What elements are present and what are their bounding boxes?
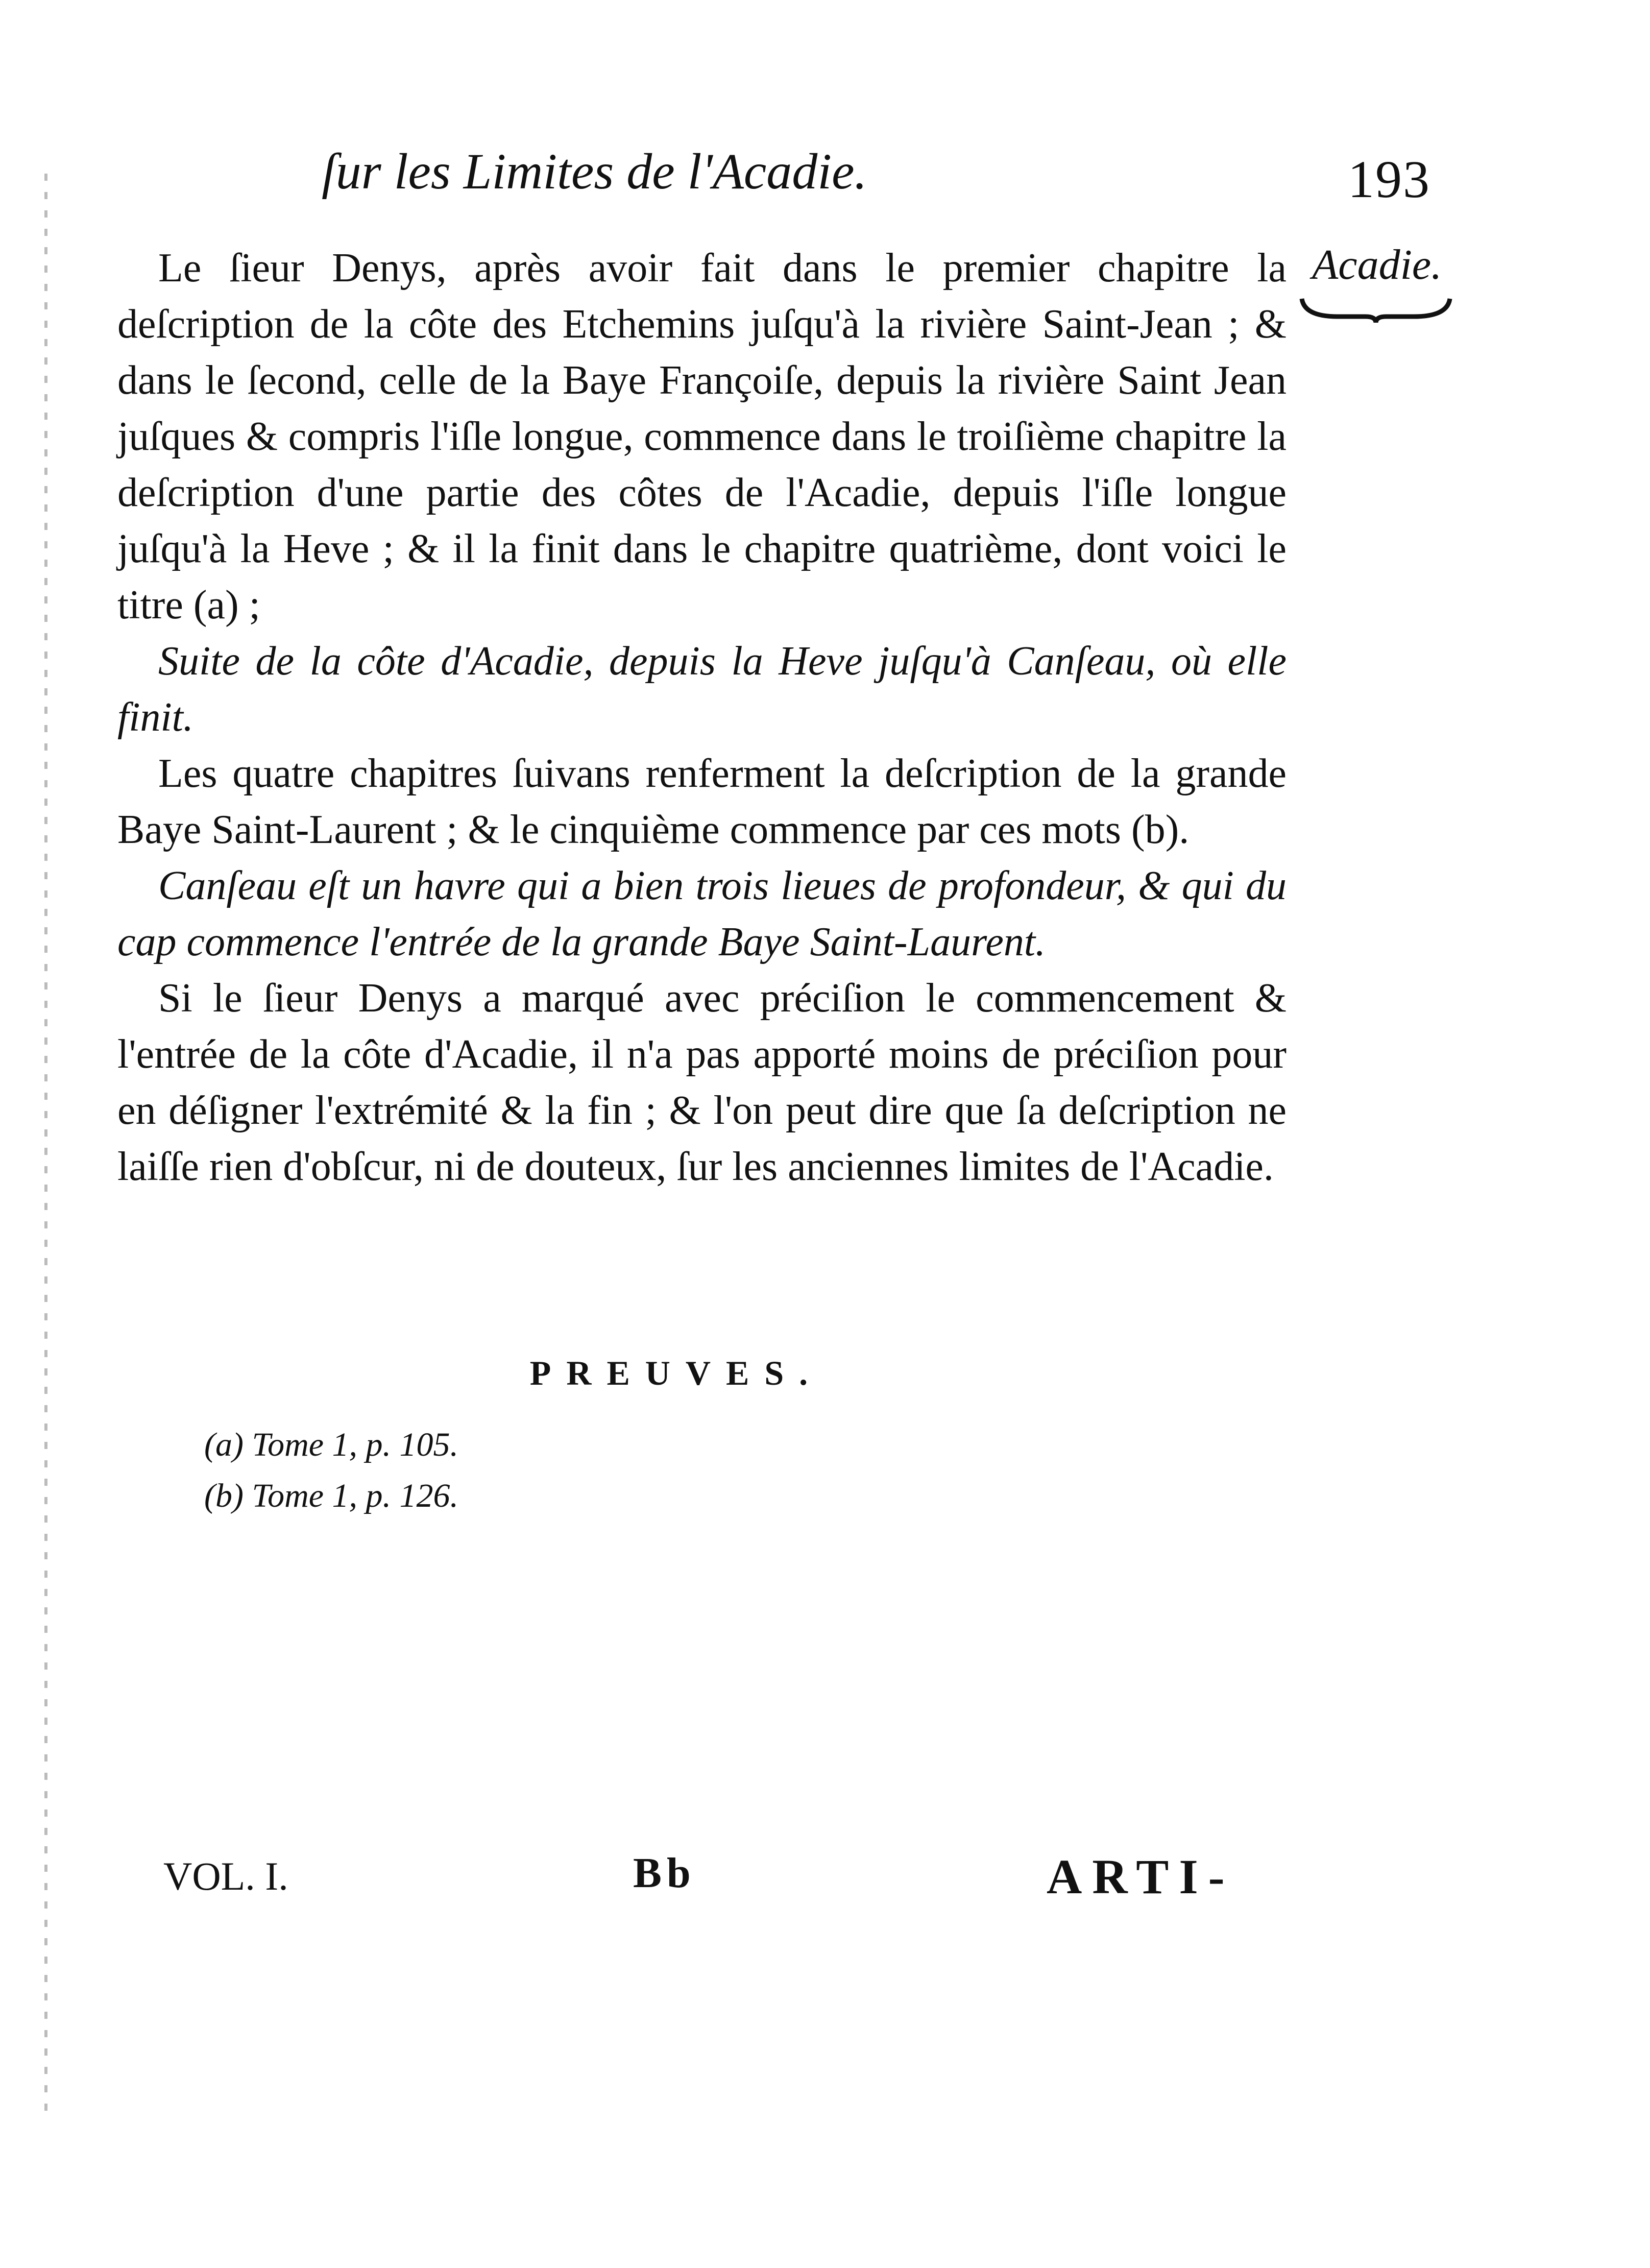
footer-volume: VOL. I. <box>163 1854 288 1898</box>
paragraph-4-quote: Canſeau eſt un havre qui a bien trois lieues de profondeur, & qui du cap commence l'entrée de la grande Baye Saint-Laurent. <box>117 863 1287 964</box>
reference-a: (a) Tome 1, p. 105. <box>204 1426 459 1463</box>
proofs-references <box>204 1419 458 1522</box>
paragraph-1: Le ſieur Denys, après avoir fait dans le premier chapitre la deſcription de la côte des Etchemins juſqu'à la rivière Saint-Jean ; & dans le ſecond, celle de la Baye Françoiſe, depuis la rivière Saint Jean juſques & compris l'iſle longue, commence dans le troiſième chapitre la deſcription d'une partie des côtes de l'Acadie, depuis l'iſle longue juſqu'à la Heve ; & il la finit dans le chapitre quatrième, dont voici le titre (a) ; <box>117 246 1287 628</box>
margin-note: Acadie. <box>1312 241 1442 288</box>
page-number: 193 <box>1348 150 1430 209</box>
paragraph-2-quote: Suite de la côte d'Acadie, depuis la Heve juſqu'à Canſeau, où elle finit. <box>117 639 1287 740</box>
footer-catchword: ARTI- <box>1047 1849 1235 1904</box>
paragraph-3: Les quatre chapitres ſuivans renferment la deſcription de la grande Baye Saint-Laurent ; & le cinquième commence par ces mots (b). <box>117 751 1287 852</box>
footer-signature-mark: Bb <box>633 1849 696 1897</box>
body-text <box>117 240 1287 1195</box>
paragraph-5: Si le ſieur Denys a marqué avec préciſion le commencement & l'entrée de la côte d'Acadie, il n'a pas apporté moins de préciſion pour en déſigner l'extrémité & la fin ; & l'on peut dire que ſa deſcription ne laiſſe rien d'obſcur, ni de douteux, ſur les anciennes limites de l'Acadie. <box>117 976 1287 1189</box>
reference-b: (b) Tome 1, p. 126. <box>204 1477 459 1514</box>
margin-brace-icon <box>1299 296 1452 324</box>
running-title: ſur les Limites de l'Acadie. <box>322 143 867 200</box>
proofs-heading: PREUVES. <box>529 1354 823 1392</box>
binding-gutter-marks <box>31 174 61 2114</box>
